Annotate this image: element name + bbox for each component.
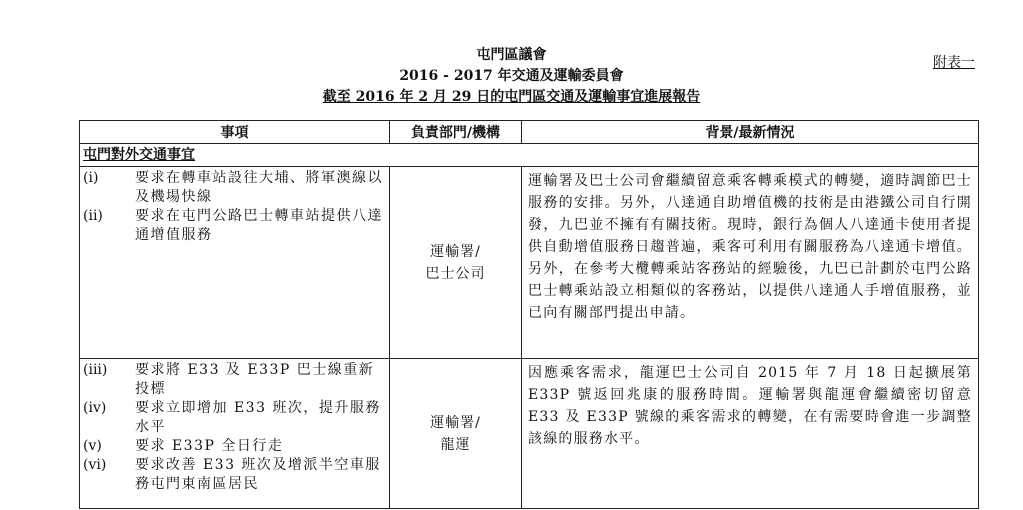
list-item [83, 456, 386, 494]
table-row [80, 359, 979, 509]
item-text: 要求 E33P 全日行走 [135, 438, 284, 454]
council-title: 屯門區議會 [476, 47, 547, 63]
item-text: 要求在屯門公路巴士轉車站提供八達通增值服務 [135, 208, 383, 243]
item-number: (i) [83, 170, 99, 186]
column-header-matters: 事項 [80, 121, 390, 144]
section-row [80, 144, 979, 167]
item-number: (ii) [83, 208, 103, 224]
report-title: 截至 2016 年 2 月 29 日的屯門區交通及運輸事宜進展報告 [322, 89, 701, 105]
responsible-cell [390, 167, 522, 359]
item-text: 要求將 E33 及 E33P 巴士線重新投標 [135, 362, 375, 397]
committee-title: 2016 - 2017 年交通及運輸委員會 [399, 68, 624, 84]
responsible-cell [390, 359, 522, 509]
responsible-line: 巴士公司 [425, 265, 486, 282]
list-item [83, 361, 386, 399]
list-item [83, 207, 386, 245]
item-text: 要求立即增加 E33 班次，提升服務水平 [135, 400, 381, 435]
column-header-background: 背景/最新情況 [522, 121, 979, 144]
table-row [80, 167, 979, 359]
item-number: (vi) [83, 457, 107, 473]
table-header-row [80, 121, 979, 144]
item-number: (iii) [83, 362, 108, 378]
progress-table [79, 120, 979, 509]
item-number: (iv) [83, 400, 107, 416]
column-header-responsible: 負責部門/機構 [390, 121, 522, 144]
responsible-line: 運輸署/ [430, 414, 481, 431]
item-number: (v) [83, 438, 102, 454]
item-text: 要求改善 E33 班次及增派半空車服務屯門東南區居民 [135, 457, 381, 492]
matters-cell [80, 359, 390, 509]
annex-label: 附表一 [933, 55, 975, 71]
background-cell: 運輸署及巴士公司會繼續留意乘客轉乘模式的轉變，適時調節巴士服務的安排。另外，八達通自助增值機的技術是由港鐵公司自行開發，九巴並不擁有有關技術。現時，銀行為個人八達通卡使用者提供自動增值服務日趨普遍，乘客可利用有關服務為八達通卡增值。另外，在參考大欖轉乘站客務站的經驗後，九巴已計劃於屯門公路巴士轉乘站設立相類似的客務站，以提供八達通人手增值服務，並已向有關部門提出申請。 [522, 167, 979, 359]
list-item [83, 169, 386, 207]
item-text: 要求在轉車站設往大埔、將軍澳線以及機場快線 [135, 170, 383, 205]
background-cell: 因應乘客需求，龍運巴士公司自 2015 年 7 月 18 日起擴展第 E33P 號返回兆康的服務時間。運輸署與龍運會繼續密切留意 E33 及 E33P 號線的乘客需求的轉變，在有需要時會進一步調整該線的服務水平。 [522, 359, 979, 509]
responsible-line: 龍運 [440, 436, 471, 453]
section-title: 屯門對外交通事宜 [80, 144, 979, 167]
list-item [83, 399, 386, 437]
matters-cell [80, 167, 390, 359]
list-item [83, 437, 386, 456]
responsible-line: 運輸署/ [430, 243, 481, 260]
